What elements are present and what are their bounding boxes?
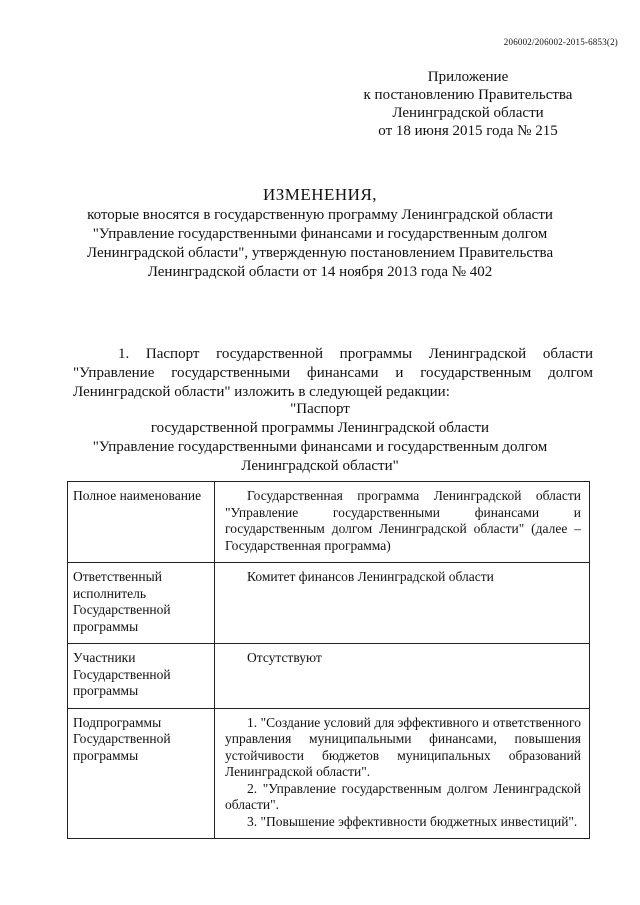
passport-title-line-4: Ленинградской области" <box>241 458 399 474</box>
document-id: 206002/206002-2015-6853(2) <box>503 37 618 47</box>
appendix-line-2: к постановлению Правительства <box>363 87 573 103</box>
table-row <box>68 708 590 839</box>
row-value-participants <box>215 644 590 709</box>
title-main: ИЗМЕНЕНИЯ, <box>262 185 378 204</box>
row-value-executor <box>215 563 590 644</box>
appendix-line-4: от 18 июня 2015 года № 215 <box>378 123 558 139</box>
table-row <box>68 563 590 644</box>
executor-text: Комитет финансов Ленинградской области <box>247 569 494 584</box>
row-label-subprograms: Подпрограммы Государственной программы <box>68 708 215 839</box>
subprogram-item-1: 1. "Создание условий для эффективного и ответственного управления муниципальными финансами, повышения устойчивости бюджетов муниципальных образований Ленинградской области". <box>225 714 581 779</box>
document-title <box>70 185 570 282</box>
passport-title-line-3: "Управление государственными финансами и государственным долгом <box>92 439 548 455</box>
title-line-4: Ленинградской области от 14 ноября 2013 года № 402 <box>147 264 493 280</box>
participants-text: Отсутствуют <box>247 650 322 665</box>
subprogram-item-2: 2. "Управление государственным долгом Ленинградской области". <box>225 780 581 812</box>
row-label-executor: Ответственный исполнитель Государственной программы <box>68 563 215 644</box>
appendix-header <box>343 68 593 140</box>
passport-title-line-1: "Паспорт <box>290 401 350 417</box>
passport-title-line-2: государственной программы Ленинградской области <box>150 420 490 436</box>
row-value-full-name <box>215 482 590 563</box>
passport-table <box>67 481 590 839</box>
table-row <box>68 644 590 709</box>
subprogram-item-3: 3. "Повышение эффективности бюджетных инвестиций". <box>247 813 578 829</box>
title-line-2: "Управление государственными финансами и государственным долгом <box>92 226 548 242</box>
row-label-participants: Участники Государственной программы <box>68 644 215 709</box>
table-row <box>68 482 590 563</box>
row-value-subprograms <box>215 708 590 839</box>
title-line-1: которые вносятся в государственную программу Ленинградской области <box>87 207 553 223</box>
appendix-line-3: Ленинградской области <box>392 105 544 121</box>
intro-paragraph: 1. Паспорт государственной программы Ленинградской области "Управление государственными финансами и государственным долгом Ленинградской области" изложить в следующей редакции: <box>73 346 593 400</box>
passport-title <box>70 400 570 476</box>
title-line-3: Ленинградской области", утвержденную постановлением Правительства <box>86 245 554 261</box>
appendix-line-1: Приложение <box>427 69 509 85</box>
row-label-full-name: Полное наименование <box>68 482 215 563</box>
full-name-text: Государственная программа Ленинградской области "Управление государственными финансами и государственным долгом Ленинградской области" (далее – Государственная программа) <box>225 488 581 553</box>
